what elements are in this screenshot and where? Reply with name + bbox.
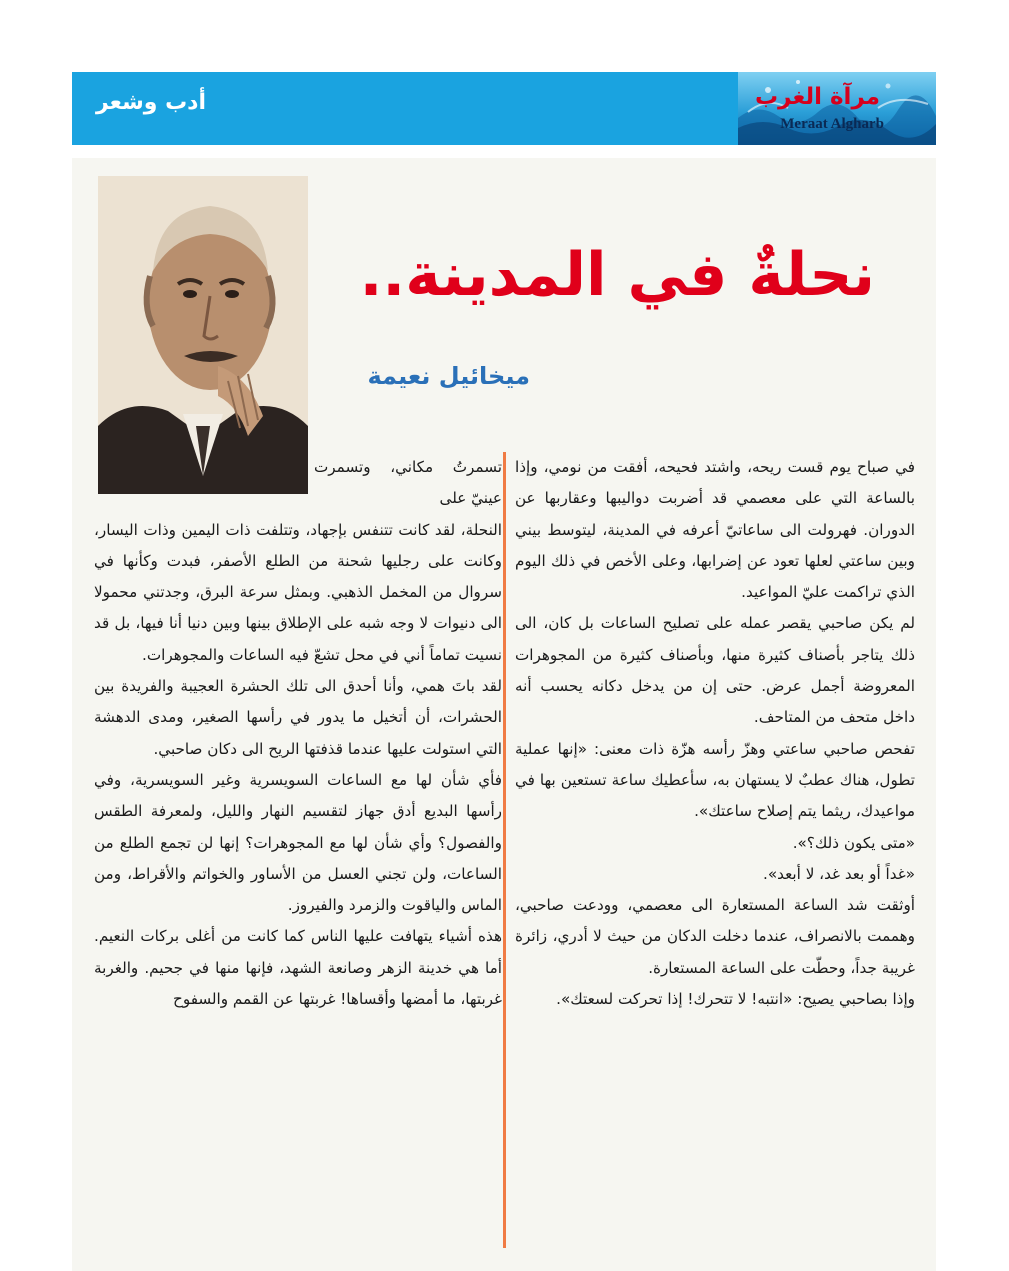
column-divider bbox=[503, 452, 506, 1248]
article-column-right bbox=[515, 452, 915, 1015]
paragraph: في صباح يوم قست ريحه، واشتد فحيحه، أفقت من نومي، وإذا بالساعة التي على معصمي قد أضربت دواليبها وعقاربها عن الدوران. فهرولت الى ساعاتيّ أعرفه في المدينة، ليتوسط بيني وبين ساعتي لعلها تعود عن إضرابها، وعلى الأخص في ذلك اليوم الذي تراكمت عليّ المواعيد. bbox=[515, 458, 915, 602]
paragraph: فأي شأن لها مع الساعات السويسرية وغير السويسرية، وفي رأسها البديع أدق جهاز لتقسيم النهار والليل، ولمعرفة الطقس والفصول؟ وأي شأن لها مع المجوهرات؟ إنها لن تجمع الطلع من الساعات، ولن تجني العسل من الأساور والخواتم والأقراط، ومن الماس والياقوت والزمرد والفيروز. bbox=[94, 770, 502, 915]
paragraph: «متى يكون ذلك؟». bbox=[792, 833, 915, 852]
logo-english-text: Meraat Algharb bbox=[780, 116, 884, 132]
article-title: نحلةٌ في المدينة.. bbox=[359, 240, 875, 310]
paragraph: لقد باتَ همي، وأنا أحدق الى تلك الحشرة العجيبة والفريدة بين الحشرات، أن أتخيل ما يدور في رأسها الصغير، ومدى الدهشة التي استولت عليها عندما قذفتها الريح الى دكان صاحبي. bbox=[94, 677, 502, 758]
paragraph: «غداً أو بعد غد، لا أبعد». bbox=[763, 864, 915, 883]
paragraph: هذه أشياء يتهافت عليها الناس كما كانت من أغلى بركات النعيم. أما هي خدينة الزهر وصانعة الشهد، فإنها منها في جحيم. والغربة غربتها، ما أمضها وأقساها! غربتها عن القمم والسفوح bbox=[94, 927, 502, 1009]
page-header bbox=[72, 72, 936, 145]
paragraph-wrap-top: تسمرتُ مكاني، وتسمرت عينيّ على bbox=[314, 458, 502, 508]
magazine-logo bbox=[738, 72, 936, 145]
paragraph: تفحص صاحبي ساعتي وهزّ رأسه هزّة ذات معنى: «إنها عملية تطول، هناك عطبٌ لا يستهان به، سأعطيك ساعة تستعين بها في مواعيدك، ريثما يتم إصلاح ساعتك». bbox=[515, 739, 915, 821]
author-portrait bbox=[98, 176, 308, 494]
portrait-illustration bbox=[98, 176, 308, 494]
paragraph: وإذا بصاحبي يصيح: «انتبه! لا تتحرك! إذا تحركت لسعتك». bbox=[556, 990, 915, 1009]
paragraph: لم يكن صاحبي يقصر عمله على تصليح الساعات بل كان، الى ذلك يتاجر بأصناف كثيرة منها، وبأصناف كثيرة من المجوهرات المعروضة أجمل عرض. حتى إن من يدخل دكانه يحسب أنه داخل متحف من المتاحف. bbox=[515, 614, 915, 727]
paragraph: النحلة، لقد كانت تتنفس بإجهاد، وتتلفت ذات اليمين وذات اليسار، وكانت على رجليها شحنة من الطلع الأصفر، فبدت وكأنها في سروال من المخمل الذهبي. وبمثل سرعة البرق، وجدتني محمولا الى دنيوات لا وجه شبه على الإطلاق بينها وبين دنيا أنا فيها، بل قد نسيت تماماً أني في محل تشعّ فيه الساعات والمجوهرات. bbox=[94, 520, 502, 664]
paragraph: أوثقت شد الساعة المستعارة الى معصمي، وودعت صاحبي، وهممت بالانصراف، عندما دخلت الدكان من حيث لا أدري، زائرة غريبة جداً، وحطّت على الساعة المستعارة. bbox=[515, 896, 915, 977]
article-author: ميخائيل نعيمة bbox=[367, 362, 530, 390]
logo-arabic-text: مرآة الغرب bbox=[755, 84, 880, 110]
section-title: أدب وشعر bbox=[96, 90, 207, 115]
article-column-left bbox=[94, 452, 502, 1015]
